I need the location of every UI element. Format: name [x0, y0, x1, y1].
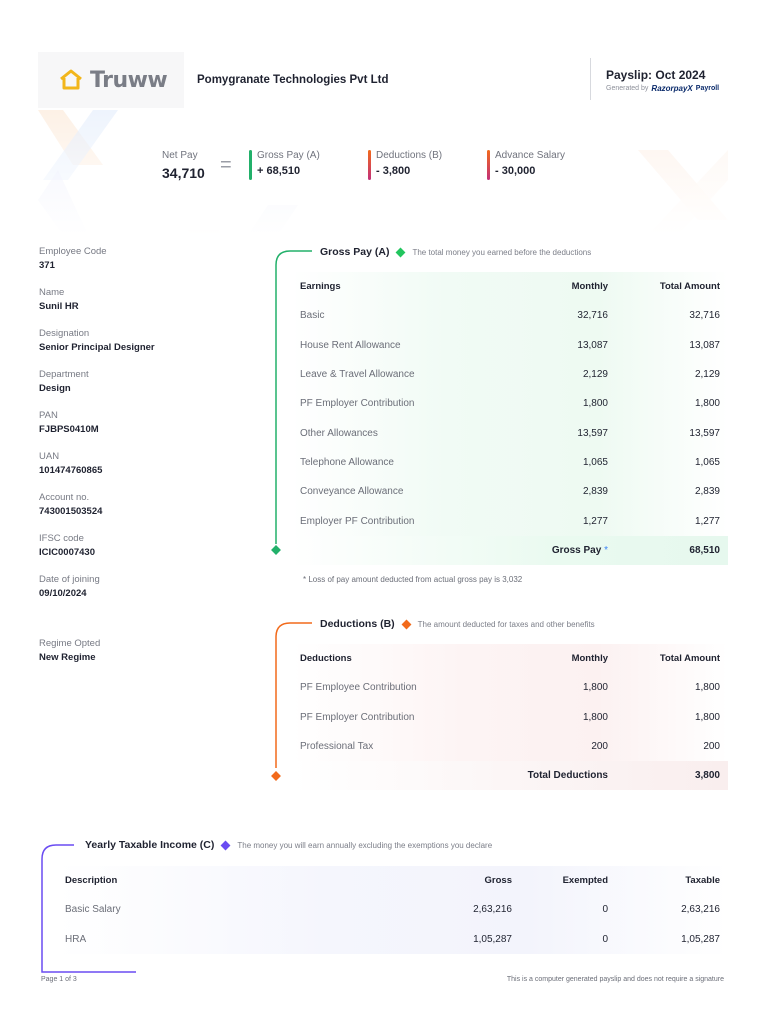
income-gross: 1,05,287 — [473, 933, 512, 945]
total-row — [292, 536, 728, 565]
deductions-summary — [376, 150, 442, 177]
employee-code-label: Employee Code — [39, 246, 107, 257]
pan-label: PAN — [39, 410, 58, 421]
earning-total: 32,716 — [689, 310, 720, 322]
gross-bar — [249, 150, 252, 180]
deduction-monthly: 1,800 — [582, 711, 608, 723]
advance-bar — [487, 150, 490, 180]
earning-name: Conveyance Allowance — [300, 486, 404, 498]
column-header: Description — [65, 875, 118, 887]
department-label: Department — [39, 369, 89, 380]
earning-monthly: 2,129 — [582, 369, 608, 381]
net-pay-label: Net Pay — [162, 150, 198, 161]
employee-code-field — [39, 246, 107, 271]
table-row — [292, 732, 728, 761]
column-header: Deductions — [300, 653, 352, 665]
earning-total: 1,065 — [694, 456, 720, 468]
gross-title: Gross Pay (A) — [320, 246, 390, 258]
designation-label: Designation — [39, 328, 90, 339]
table-row — [292, 673, 728, 702]
page-number: Page 1 of 3 — [41, 976, 77, 983]
gross-table — [292, 272, 728, 565]
deduction-total: 1,800 — [694, 711, 720, 723]
table-row — [292, 301, 728, 330]
deduction-monthly: 200 — [591, 741, 608, 753]
total-row — [292, 761, 728, 790]
table-row — [292, 389, 728, 418]
diamond-icon — [401, 619, 411, 629]
uan-value: 101474760865 — [39, 465, 103, 476]
asterisk-mark: * — [604, 544, 608, 556]
table-row — [292, 506, 728, 535]
gross-total-label: Gross Pay * — [551, 544, 608, 556]
deduction-total: 1,800 — [694, 682, 720, 694]
table-header-row — [292, 272, 728, 301]
deductions-header — [320, 618, 595, 630]
earning-total: 1,277 — [694, 515, 720, 527]
table-row — [292, 418, 728, 447]
advance-summary — [495, 150, 565, 177]
generated-by — [606, 84, 719, 93]
gross-summary-value: + 68,510 — [257, 165, 301, 177]
footer-note: This is a computer generated payslip and does not require a signature — [506, 976, 724, 983]
gross-summary-label: Gross Pay (A) — [257, 150, 320, 161]
department-value: Design — [39, 383, 71, 394]
regime-label: Regime Opted — [39, 638, 101, 649]
column-header: Taxable — [685, 875, 720, 887]
taxable-desc: The money you will earn annually excluding the exemptions you declare — [237, 840, 493, 850]
deductions-table — [292, 644, 728, 790]
table-row — [292, 360, 728, 389]
taxable-table-wrap — [57, 866, 728, 954]
gross-desc: The total money you earned before the deductions — [412, 247, 592, 257]
earning-monthly: 13,087 — [577, 339, 608, 351]
net-pay — [162, 150, 205, 181]
earning-name: Employer PF Contribution — [300, 515, 415, 527]
column-header: Gross — [484, 875, 512, 887]
income-description: Basic Salary — [65, 904, 121, 916]
logo-text: Truww — [90, 67, 168, 93]
ifsc-value: ICIC0007430 — [39, 547, 95, 558]
employee-code-value: 371 — [39, 260, 55, 271]
payslip-title: Payslip: Oct 2024 — [606, 68, 706, 82]
income-exempted: 0 — [602, 904, 608, 916]
diamond-icon — [396, 247, 406, 257]
table-header-row — [57, 866, 728, 895]
advance-summary-label: Advance Salary — [495, 150, 566, 161]
gross-summary — [257, 150, 320, 177]
account-field — [39, 492, 102, 517]
deductions-title: Deductions (B) — [320, 618, 395, 630]
ifsc-field — [39, 533, 95, 558]
joining-date-label: Date of joining — [39, 574, 100, 585]
table-row — [292, 448, 728, 477]
earning-monthly: 2,839 — [582, 486, 608, 498]
company-name: Pomygranate Technologies Pvt Ltd — [197, 74, 389, 86]
table-row — [292, 331, 728, 360]
generated-by-label: Generated by — [606, 85, 649, 92]
column-header: Monthly — [571, 281, 608, 293]
header-divider — [590, 58, 591, 100]
earning-name: Leave & Travel Allowance — [300, 369, 415, 381]
account-value: 743001503524 — [39, 506, 103, 517]
account-label: Account no. — [39, 492, 90, 503]
deduction-monthly: 1,800 — [582, 682, 608, 694]
provider-product: Payroll — [695, 85, 720, 92]
deduction-name: Professional Tax — [300, 741, 374, 753]
employee-name-field — [39, 287, 79, 312]
deductions-summary-value: - 3,800 — [376, 165, 411, 177]
income-taxable: 2,63,216 — [681, 904, 720, 916]
regime-value: New Regime — [39, 652, 96, 663]
taxable-table — [57, 866, 728, 954]
pan-value: FJBPS0410M — [39, 424, 99, 435]
earning-name: Telephone Allowance — [300, 456, 394, 468]
table-row — [57, 925, 728, 954]
table-row — [57, 895, 728, 924]
earning-total: 2,129 — [694, 369, 720, 381]
advance-summary-value: - 30,000 — [495, 165, 536, 177]
deductions-summary-label: Deductions (B) — [376, 150, 443, 161]
income-exempted: 0 — [602, 933, 608, 945]
earning-total: 13,597 — [689, 427, 720, 439]
table-row — [292, 703, 728, 732]
deduction-total: 200 — [703, 741, 720, 753]
earning-total: 13,087 — [689, 339, 720, 351]
joining-date-field — [39, 574, 100, 599]
earning-name: Basic — [300, 310, 325, 322]
table-header-row — [292, 644, 728, 673]
pan-field — [39, 410, 99, 435]
deductions-desc: The amount deducted for taxes and other benefits — [417, 619, 595, 629]
department-field — [39, 369, 89, 394]
deductions-total-value: 3,800 — [694, 770, 720, 782]
deductions-table-wrap — [292, 644, 728, 790]
earning-monthly: 1,065 — [582, 456, 608, 468]
gross-total-value: 68,510 — [689, 544, 720, 556]
lop-note: * Loss of pay amount deducted from actual gross pay is 3,032 — [303, 575, 523, 584]
earning-monthly: 32,716 — [577, 310, 608, 322]
designation-value: Senior Principal Designer — [39, 342, 155, 353]
earning-monthly: 1,800 — [582, 398, 608, 410]
logo — [38, 52, 184, 108]
joining-date-value: 09/10/2024 — [39, 588, 87, 599]
earning-monthly: 1,277 — [582, 515, 608, 527]
uan-field — [39, 451, 102, 476]
ifsc-label: IFSC code — [39, 533, 84, 544]
earning-name: Other Allowances — [300, 427, 378, 439]
deduction-name: PF Employer Contribution — [300, 711, 415, 723]
income-description: HRA — [65, 933, 87, 945]
provider-brand: RazorpayX — [651, 84, 693, 93]
column-header: Total Amount — [659, 281, 720, 293]
income-taxable: 1,05,287 — [681, 933, 720, 945]
deduction-name: PF Employee Contribution — [300, 682, 417, 694]
earning-total: 2,839 — [694, 486, 720, 498]
home-logo-icon — [58, 68, 84, 92]
column-header: Earnings — [300, 281, 341, 293]
employee-name-value: Sunil HR — [39, 301, 79, 312]
diamond-icon — [221, 840, 231, 850]
column-header: Monthly — [571, 653, 608, 665]
column-header: Total Amount — [659, 653, 720, 665]
earning-total: 1,800 — [694, 398, 720, 410]
earning-monthly: 13,597 — [577, 427, 608, 439]
gross-table-wrap — [292, 272, 728, 565]
employee-name-label: Name — [39, 287, 65, 298]
earning-name: House Rent Allowance — [300, 339, 401, 351]
deductions-bar — [368, 150, 371, 180]
gross-header — [320, 246, 591, 258]
income-gross: 2,63,216 — [473, 904, 512, 916]
uan-label: UAN — [39, 451, 60, 462]
equals-icon: = — [220, 154, 232, 176]
table-row — [292, 477, 728, 506]
net-pay-value: 34,710 — [162, 165, 205, 181]
regime-field — [39, 638, 100, 663]
earning-name: PF Employer Contribution — [300, 398, 415, 410]
deductions-total-label: Total Deductions — [527, 770, 608, 782]
taxable-title: Yearly Taxable Income (C) — [85, 839, 215, 851]
taxable-header — [85, 839, 492, 851]
designation-field — [39, 328, 155, 353]
column-header: Exempted — [562, 875, 608, 887]
